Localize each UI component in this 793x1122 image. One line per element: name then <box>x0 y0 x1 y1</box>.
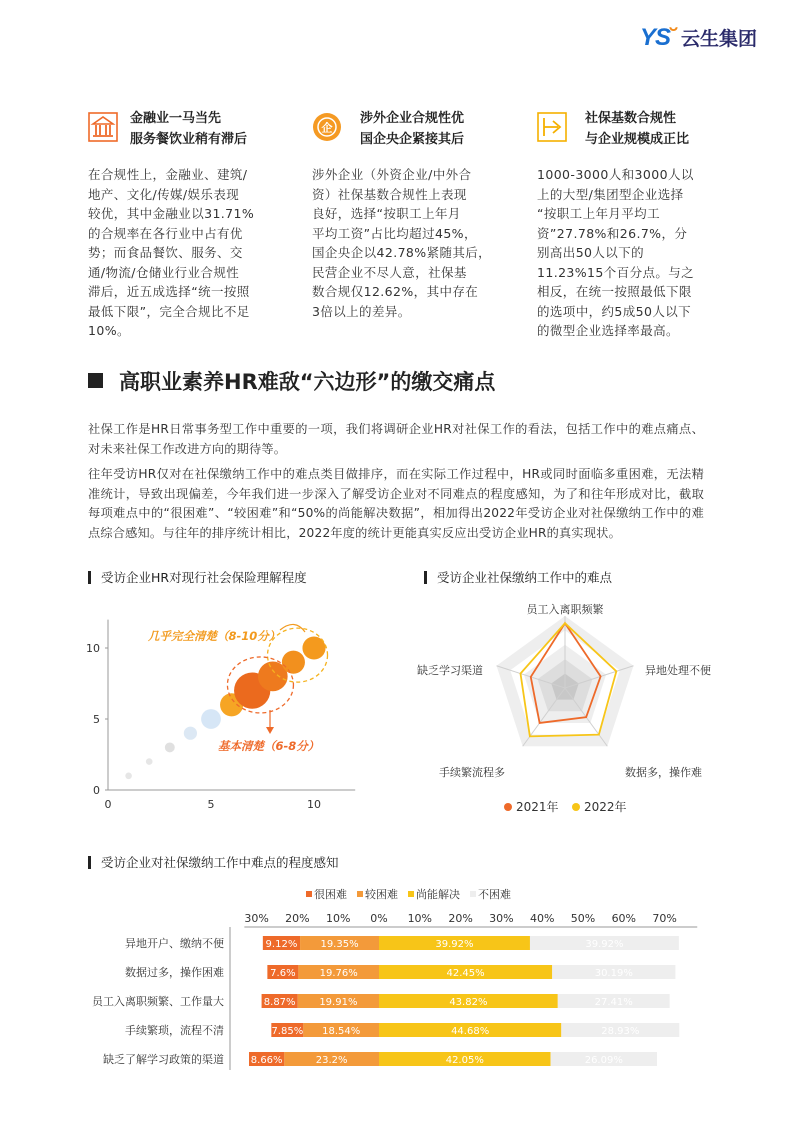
column-title-2: 服务餐饮业稍有滞后 <box>130 132 248 147</box>
radar-axis-label: 员工入离职频繁 <box>526 603 604 616</box>
legend-marker <box>504 803 512 811</box>
arrow-chart-icon <box>537 112 567 142</box>
x-tick-label: 70% <box>652 912 677 925</box>
radar-axis-label: 数据多，操作难 <box>625 766 702 779</box>
paragraph: 往年受访HR仅对在社保缴纳工作中的难点类目做排序，而在实际工作过程中，HR或同时面临多重困难，无法精准统计，导致出现偏差，今年我们进一步深入了解受访企业对不同难点的程度感知，为了和往年形成对比，截取每项难点中的“很困难”、“较困难”和“50%的尚能解决数据”，相加得出2022年受访企业对社保缴纳工作中的难点综合感知。与往年的排序统计相比，2022年度的统计更能真实反应出受访企业HR的真实现状。 <box>88 467 704 540</box>
data-label: 43.82% <box>449 997 488 1008</box>
scatter-point <box>125 773 132 780</box>
data-label: 27.41% <box>594 997 633 1008</box>
legend-swatch <box>408 891 414 897</box>
logo-name: 云生集团 <box>681 29 758 50</box>
svg-text:企: 企 <box>321 121 333 135</box>
scatter-point <box>146 758 153 765</box>
x-tick-label: 30% <box>489 912 514 925</box>
y-tick-label: 5 <box>93 713 100 726</box>
data-label: 8.87% <box>263 997 296 1008</box>
category-label: 异地开户、缴纳不便 <box>125 937 224 950</box>
x-tick-label: 10% <box>407 912 433 925</box>
scatter-point <box>201 709 221 729</box>
x-tick-label: 60% <box>611 912 637 925</box>
data-label: 39.92% <box>435 939 474 950</box>
y-tick-label: 0 <box>93 784 100 797</box>
data-label: 19.91% <box>319 997 358 1008</box>
annotation-label: 几乎完全清楚（8-10分） <box>148 629 281 643</box>
annotation-arrowhead <box>266 727 274 734</box>
legend-label: 2022年 <box>584 800 627 814</box>
x-tick-label: 10 <box>307 798 321 811</box>
radar-axis-label: 异地处理不便 <box>645 664 711 677</box>
legend-label: 尚能解决 <box>416 888 460 901</box>
scatter-point <box>184 727 197 740</box>
data-label: 7.6% <box>270 968 296 979</box>
x-tick-label: 30% <box>244 912 269 925</box>
data-label: 42.05% <box>445 1055 484 1066</box>
x-tick-label: 40% <box>529 912 555 925</box>
radar-chart-title: 受访企业社保缴纳工作中的难点 <box>424 568 612 586</box>
radar-axis-label: 手续繁流程多 <box>439 766 505 779</box>
company-logo: YS˘ 云生集团 <box>640 24 758 51</box>
data-label: 19.35% <box>320 939 359 950</box>
column-title-2: 与企业规模成正比 <box>585 132 690 147</box>
x-tick-label: 20% <box>285 912 310 925</box>
x-tick-label: 0 <box>104 798 112 811</box>
data-label: 30.19% <box>594 968 633 979</box>
column-title-1: 涉外企业合规性优 <box>360 111 465 126</box>
data-label: 8.66% <box>250 1055 283 1066</box>
x-tick-label: 50% <box>570 912 596 925</box>
category-label: 手续繁琐，流程不清 <box>125 1024 224 1037</box>
data-label: 39.92% <box>585 939 624 950</box>
legend-swatch <box>306 891 312 897</box>
column-title-2: 国企央企紧接其后 <box>360 132 465 147</box>
data-label: 23.2% <box>315 1055 348 1066</box>
finance-building-icon <box>88 112 118 142</box>
data-label: 7.85% <box>271 1026 304 1037</box>
legend-label: 不困难 <box>478 888 511 901</box>
column-body: 涉外企业（外资企业/中外合 资）社保基数合规性上表现 良好，选择“按职工上年月 平均工资”占比均超过45%， 国企央企以42.78%紧随其后， 民营企业不尽人意，社保基 数合规仅12.62%，其中存在 3倍以上的差异。 <box>312 167 492 319</box>
category-label: 数据过多，操作困难 <box>125 966 224 979</box>
section-title: 高职业素养HR难敌“六边形”的缴交痛点 <box>88 366 495 396</box>
legend-label: 较困难 <box>365 888 398 901</box>
data-label: 26.09% <box>584 1055 623 1066</box>
data-label: 28.93% <box>601 1026 640 1037</box>
x-tick-label: 10% <box>325 912 351 925</box>
data-label: 18.54% <box>322 1026 361 1037</box>
scatter-chart-title: 受访企业HR对现行社会保险理解程度 <box>88 568 307 586</box>
category-label: 缺乏了解学习政策的渠道 <box>103 1053 224 1066</box>
legend-swatch <box>470 891 476 897</box>
data-label: 44.68% <box>451 1026 490 1037</box>
category-label: 员工入离职频繁、工作量大 <box>92 995 224 1008</box>
yuan-coin-icon <box>312 112 342 142</box>
y-tick-label: 10 <box>86 642 100 655</box>
square-bullet-icon <box>88 373 103 388</box>
paragraph: 社保工作是HR日常事务型工作中重要的一项，我们将调研企业HR对社保工作的看法，包括工作中的难点痛点、对未来社保工作改进方向的期待等。 <box>88 422 704 456</box>
column-title-1: 社保基数合规性 <box>585 111 677 126</box>
bar-chart-title: 受访企业对社保缴纳工作中难点的程度感知 <box>88 853 339 871</box>
x-tick-label: 0% <box>370 912 388 925</box>
data-label: 42.45% <box>446 968 485 979</box>
stacked-bar-chart <box>88 880 718 1070</box>
radar-chart <box>400 598 740 823</box>
legend-label: 2021年 <box>516 800 559 814</box>
scatter-point <box>282 651 305 674</box>
data-label: 19.76% <box>319 968 358 979</box>
data-label: 9.12% <box>265 939 298 950</box>
column-title-1: 金融业一马当先 <box>130 111 222 126</box>
legend-marker <box>572 803 580 811</box>
x-tick-label: 20% <box>448 912 473 925</box>
x-tick-label: 5 <box>207 798 215 811</box>
legend-swatch <box>357 891 363 897</box>
column-body: 1000-3000人和3000人以 上的大型/集团型企业选择 “按职工上年月平均工 资”27.78%和26.7%，分 别高出50人以下的 11.23%15个百分点。与之 相反，在统一按照最低下限 的选项中，约5成50人以下 的微型企业选择率最高。 <box>537 167 695 338</box>
annotation-label: 基本清楚（6-8分） <box>218 739 320 753</box>
radar-axis-label: 缺乏学习渠道 <box>417 664 483 677</box>
legend-label: 很困难 <box>314 888 347 901</box>
logo-mark: YS <box>640 24 671 51</box>
column-body: 在合规性上，金融业、建筑/ 地产、文化/传媒/娱乐表现 较优，其中金融业以31.71% 的合规率在各行业中占有优 势；而食品餐饮、服务、交 通/物流/仓储业行业合规性 滞后，近五成选择“统一按照 最低下限”，完全合规比不足 10%。 <box>88 167 255 338</box>
scatter-chart <box>80 600 370 820</box>
scatter-point <box>165 742 175 752</box>
